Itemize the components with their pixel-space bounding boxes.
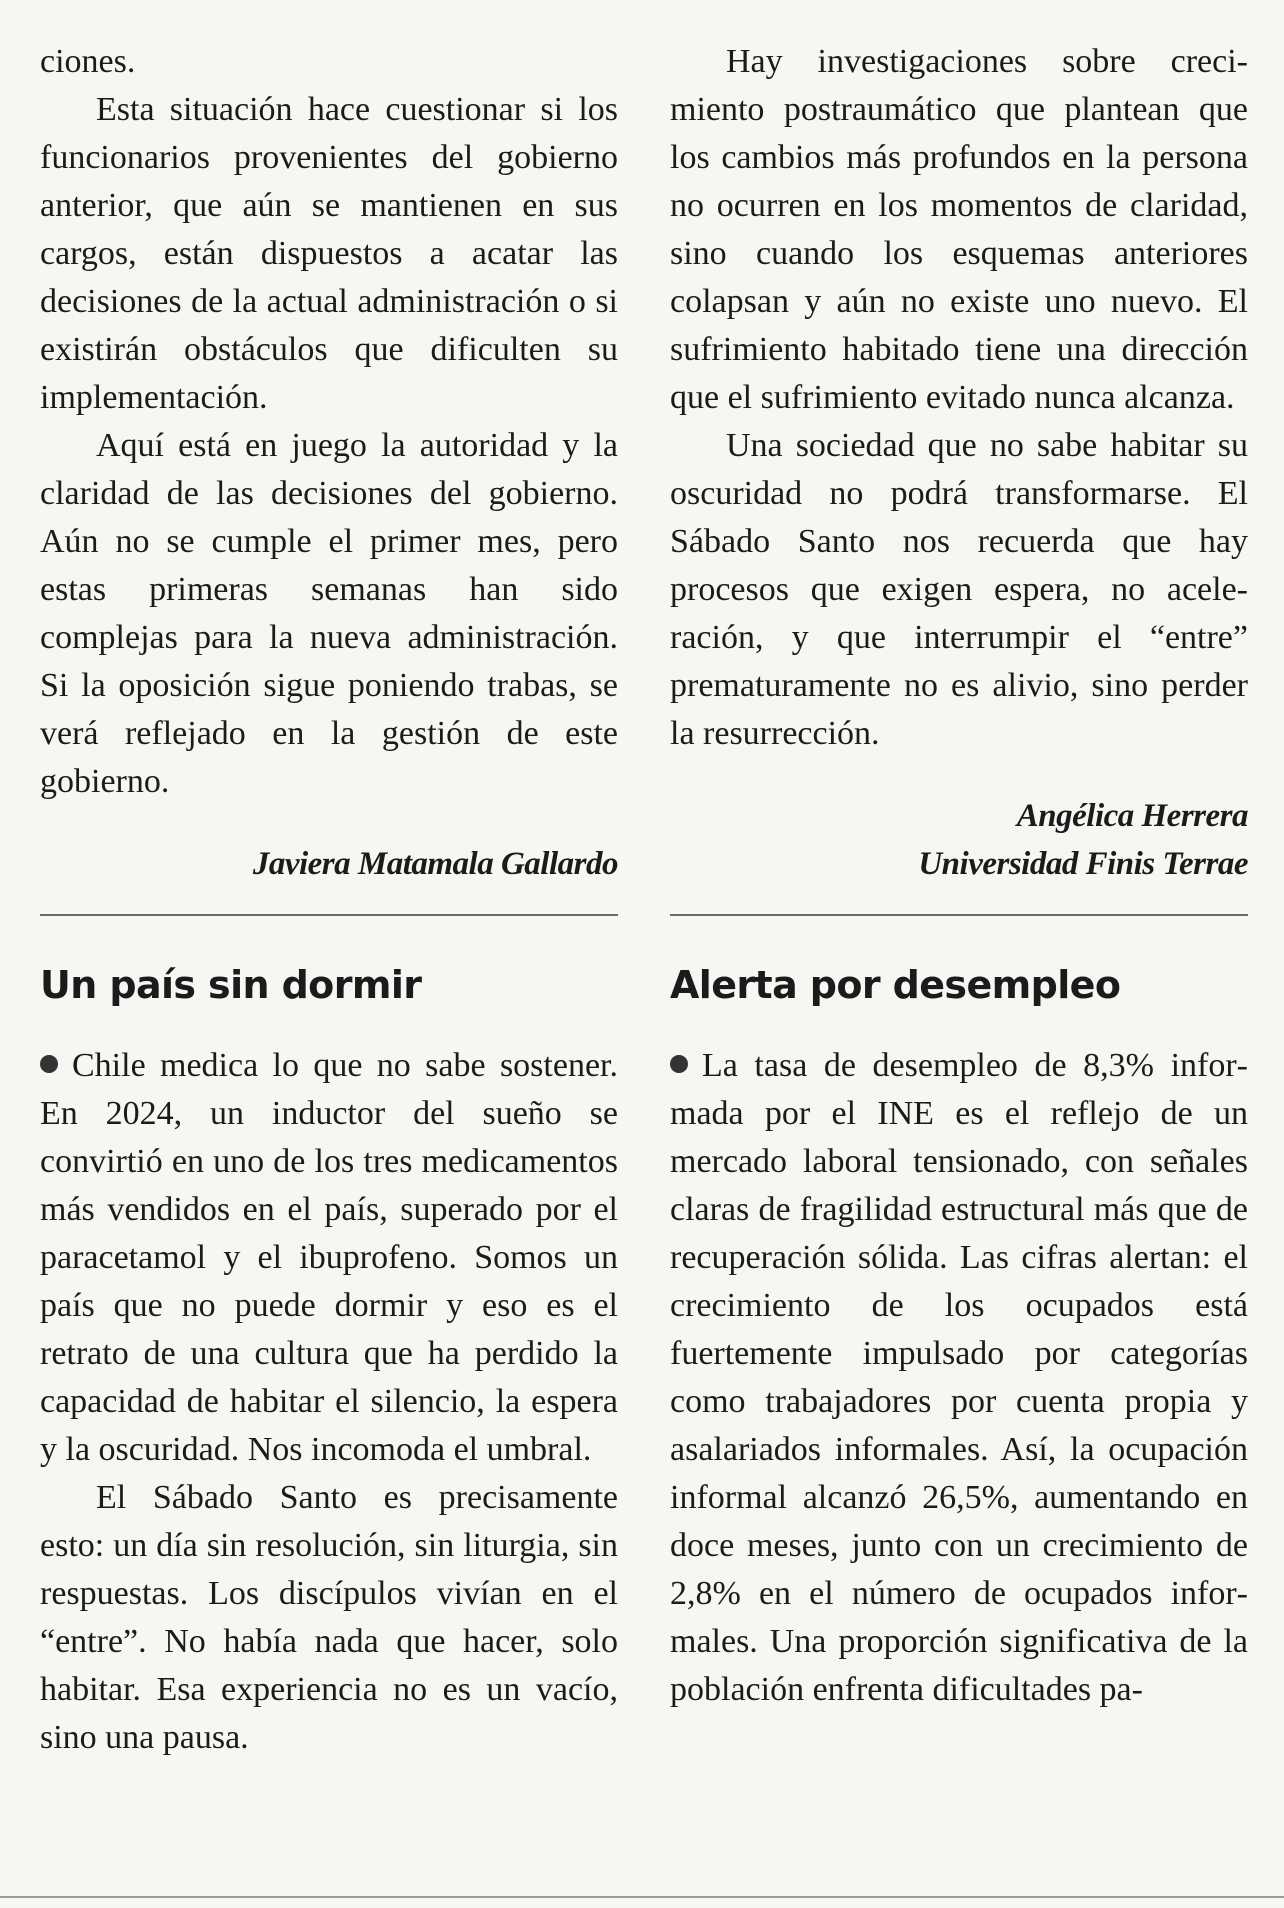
left-signature: Javiera Matamala Gallardo bbox=[252, 846, 618, 882]
bullet-icon bbox=[670, 1055, 688, 1073]
left-column bbox=[40, 38, 618, 1762]
letter-heading-sleep: Un país sin dormir bbox=[40, 963, 422, 1007]
left-paragraph-continuation: ciones. bbox=[40, 43, 136, 80]
left-paragraph-officials: Esta situación hace cuestionar si los funcionarios provenientes del gobierno anterior, que aún se mantienen en sus cargos, están dispuestos a acatar las decisiones de la actual administración o si existirán obstáculos que dificulten su implementación. bbox=[40, 91, 618, 416]
right-signature-name: Angélica Herrera bbox=[1016, 798, 1248, 834]
right-signature-affiliation: Universidad Finis Terrae bbox=[918, 846, 1248, 882]
right-paragraph-society: Una sociedad que no sabe habitar su oscuridad no podrá transformarse. El Sábado Santo nos recuerda que hay procesos que exigen espera, no aceleración, y que interrumpir el “entre” prematuramente no es alivio, sino perder la resurrección. bbox=[670, 427, 1248, 752]
left-paragraph-sleep-intro-text: Chile medica lo que no sabe sostener. En 2024, un inductor del sueño se convirtió en uno de los tres medicamentos más vendidos en el país, superado por el paracetamol y el ibuprofeno. Somos un país que no puede dormir y eso es el retrato de una cultura que ha perdido la capacidad de habitar el silencio, la espera y la oscuridad. Nos incomoda el umbral. bbox=[40, 1047, 618, 1468]
right-paragraph-unemployment-text: La tasa de desempleo de 8,3% informada por el INE es el reflejo de un mercado laboral tensionado, con señales claras de fragilidad estructural más que de recuperación sólida. Las cifras alertan: el crecimiento de los ocupados está fuertemente impulsado por categorías como trabajadores por cuenta propia y asalariados informales. Así, la ocupación informal alcanzó 26,5%, aumentando en doce meses, junto con un crecimiento de 2,8% en el número de ocupados informales. Una proporción significativa de la población enfrenta dificultades pa- bbox=[670, 1047, 1248, 1708]
left-paragraph-authority: Aquí está en juego la autoridad y la claridad de las decisiones del gobierno. Aún no se cumple el primer mes, pero estas primeras semanas han sido complejas para la nueva administración. Si la oposición sigue poniendo trabas, se verá reflejado en la gestión de este gobierno. bbox=[40, 427, 618, 800]
left-paragraph-holy-saturday: El Sábado Santo es precisamente esto: un día sin resolución, sin liturgia, sin respuestas. Los discípulos vivían en el “entre”. No había nada que hacer, solo habitar. Esa experiencia no es un vacío, sino una pausa. bbox=[40, 1479, 618, 1756]
right-paragraph-unemployment bbox=[670, 1042, 1248, 1714]
left-paragraph-sleep-intro bbox=[40, 1042, 618, 1474]
bottom-edge-line bbox=[0, 1896, 1284, 1898]
right-column bbox=[670, 38, 1248, 1714]
bullet-icon bbox=[40, 1055, 58, 1073]
right-paragraph-research: Hay investigaciones sobre crecimiento postraumático que plantean que los cambios más profundos en la persona no ocurren en los momentos de claridad, sino cuando los esquemas anteriores colapsan y aún no existe uno nuevo. El sufrimiento habitado tiene una dirección que el sufrimiento evitado nunca alcanza. bbox=[670, 43, 1248, 416]
letter-heading-unemployment: Alerta por desempleo bbox=[670, 963, 1121, 1007]
